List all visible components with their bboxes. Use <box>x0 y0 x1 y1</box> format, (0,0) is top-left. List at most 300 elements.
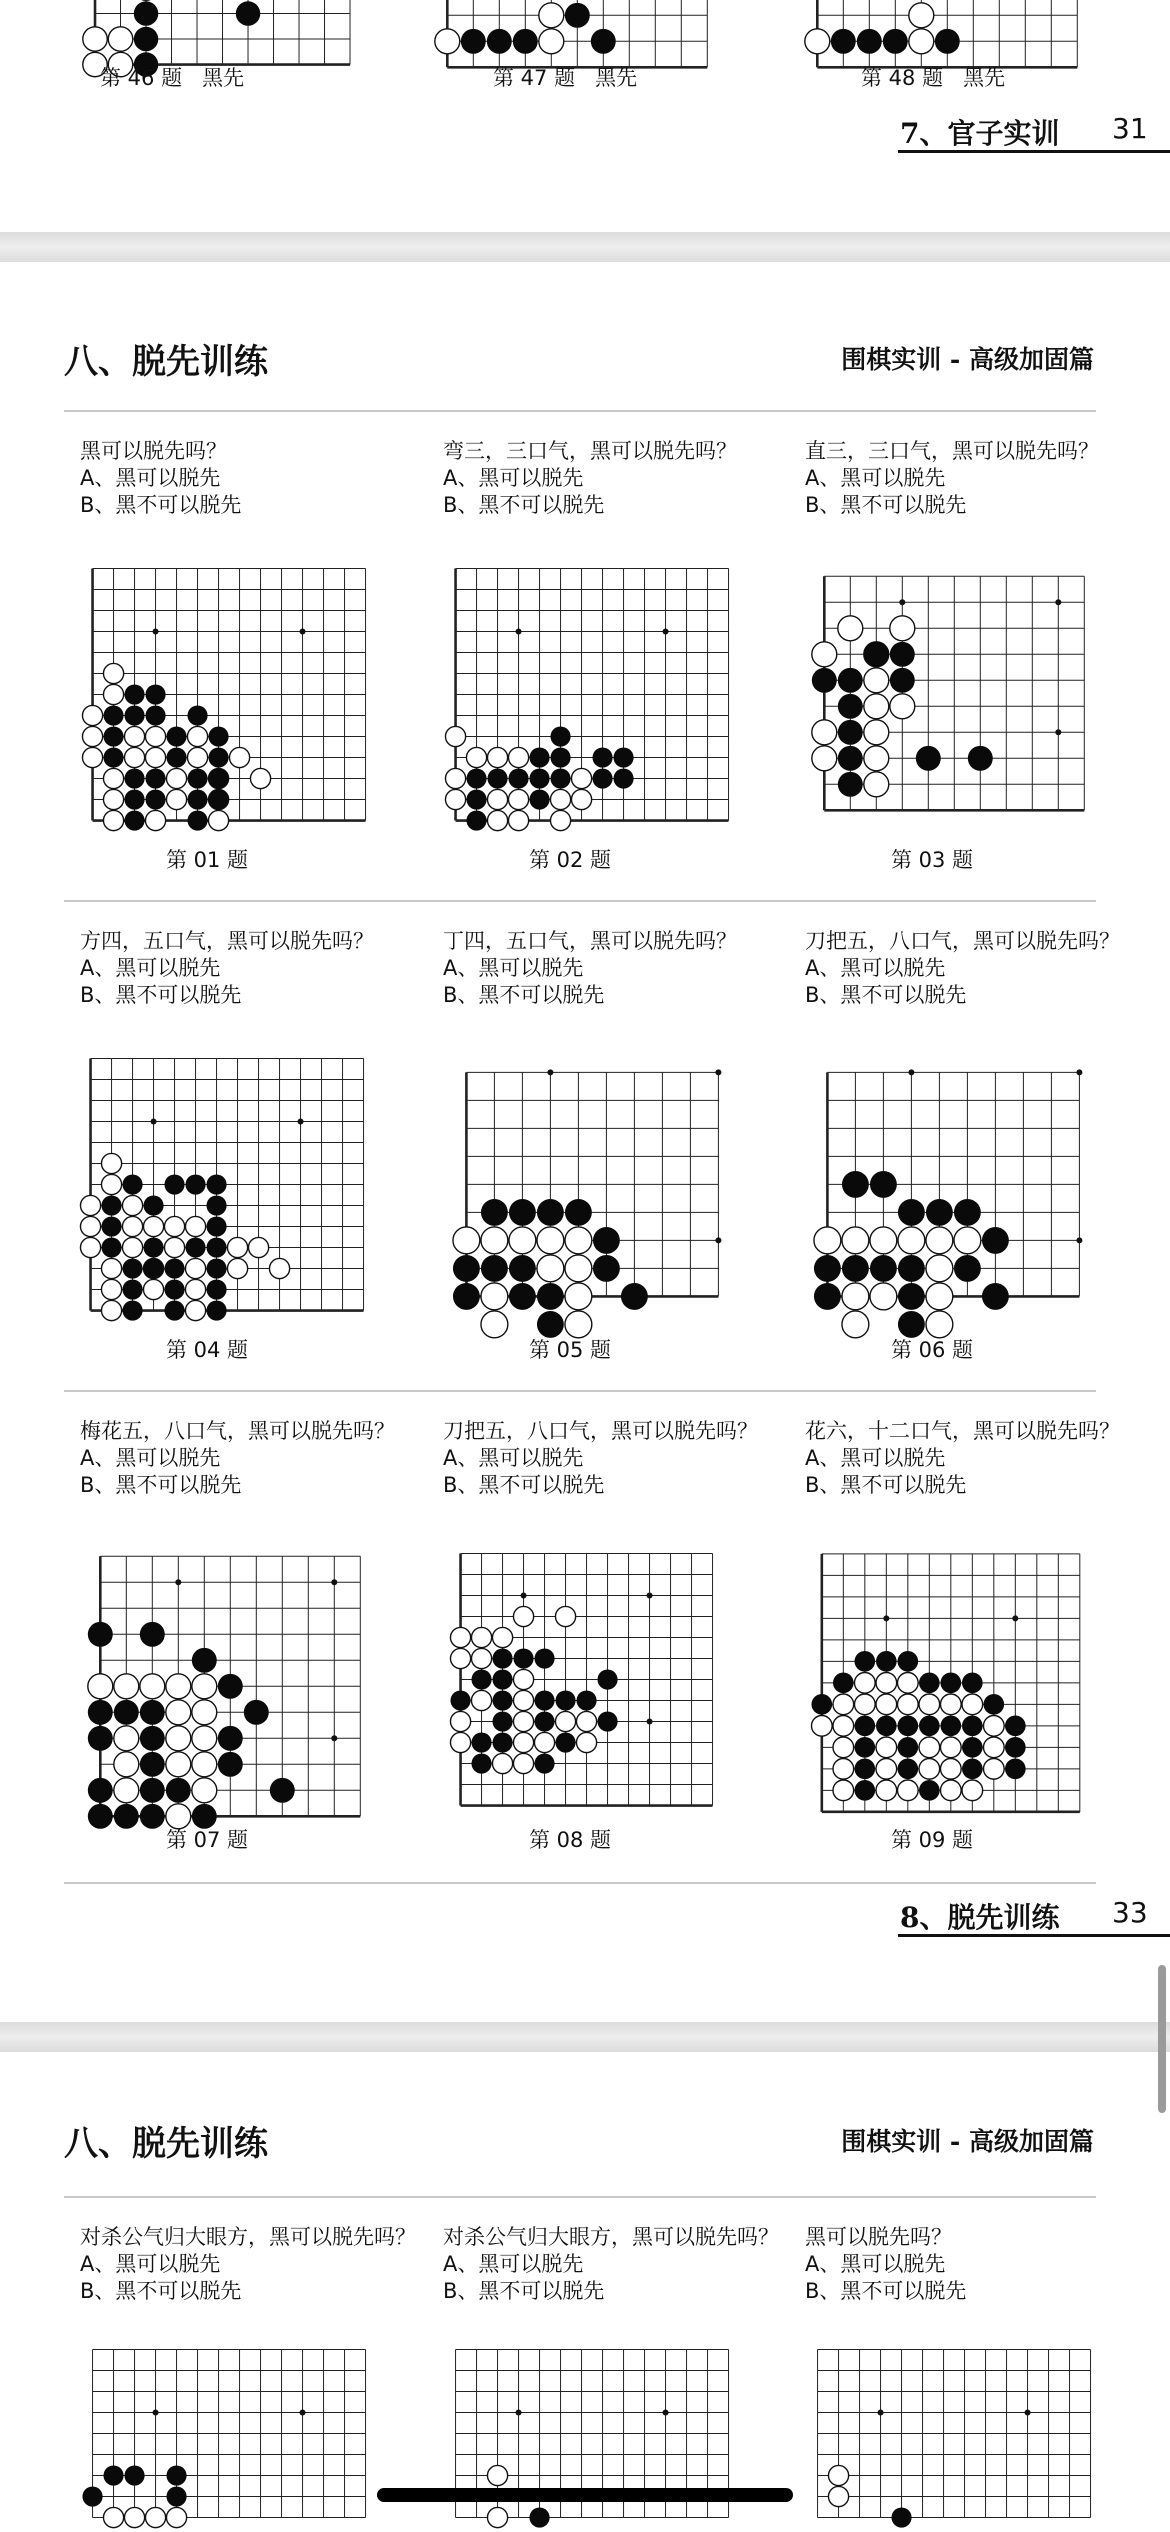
white-stone <box>466 747 486 767</box>
black-stone <box>103 2465 123 2485</box>
star-point <box>1012 1615 1018 1621</box>
white-stone <box>124 726 144 746</box>
white-stone <box>192 1700 217 1725</box>
black-stone <box>236 1 260 25</box>
black-stone <box>898 1715 919 1736</box>
question-text: 丁四，五口气，黑可以脱先吗？ <box>443 929 737 953</box>
white-stone <box>250 768 270 788</box>
black-stone <box>492 1690 512 1710</box>
white-stone <box>513 1711 533 1731</box>
black-stone <box>613 768 633 788</box>
star-point <box>1055 729 1061 735</box>
star-point <box>883 1615 889 1621</box>
white-stone <box>833 1715 854 1736</box>
black-stone <box>592 768 612 788</box>
star-point <box>151 1119 157 1125</box>
go-board-02 <box>444 557 740 832</box>
black-stone <box>550 768 570 788</box>
white-stone <box>550 810 570 830</box>
star-point <box>153 629 159 635</box>
question-text: 直三，三口气，黑可以脱先吗？ <box>805 439 1099 463</box>
black-stone <box>593 1227 620 1254</box>
white-stone <box>80 1195 100 1215</box>
white-stone <box>445 768 465 788</box>
black-stone <box>206 1279 226 1299</box>
black-stone <box>591 29 616 54</box>
option-a: A、黑可以脱先 <box>80 956 221 980</box>
white-stone <box>509 1227 536 1254</box>
black-stone <box>492 1732 512 1752</box>
option-b: B、黑不可以脱先 <box>805 1473 967 1497</box>
black-stone <box>870 1171 897 1198</box>
white-stone <box>192 1778 217 1803</box>
white-stone <box>145 810 165 830</box>
white-stone <box>122 1216 142 1236</box>
star-point <box>516 2410 522 2416</box>
white-stone <box>576 1711 596 1731</box>
black-stone <box>537 1199 564 1226</box>
option-a: A、黑可以脱先 <box>443 466 584 490</box>
problem-1-question-block <box>80 438 241 519</box>
question-text: 对杀公气归大眼方，黑可以脱先吗？ <box>80 2225 416 2249</box>
black-stone <box>206 1237 226 1257</box>
black-stone <box>935 29 960 54</box>
black-stone <box>831 29 856 54</box>
black-stone <box>88 1726 113 1751</box>
black-stone <box>509 1199 536 1226</box>
white-stone <box>164 1237 184 1257</box>
star-point <box>663 2410 669 2416</box>
footer-page-number: 33 <box>1112 1896 1148 1929</box>
problem-caption-46 <box>100 62 300 92</box>
white-stone <box>919 1694 940 1715</box>
row-divider <box>64 1390 1096 1392</box>
white-stone <box>550 789 570 809</box>
black-stone <box>88 1700 113 1725</box>
star-point <box>521 1593 527 1599</box>
white-stone <box>166 1700 191 1725</box>
black-stone <box>124 684 144 704</box>
black-stone <box>898 1737 919 1758</box>
black-stone <box>122 1174 142 1194</box>
black-stone <box>1005 1715 1026 1736</box>
black-stone <box>103 726 123 746</box>
black-stone <box>82 2486 102 2506</box>
black-stone <box>140 1726 165 1751</box>
white-stone <box>88 1674 113 1699</box>
black-stone <box>101 1237 121 1257</box>
black-stone <box>218 1752 243 1777</box>
white-stone <box>876 1758 897 1779</box>
black-stone <box>101 1195 121 1215</box>
white-stone <box>833 1780 854 1801</box>
black-stone <box>166 2486 186 2506</box>
question-text: 刀把五，八口气，黑可以脱先吗？ <box>805 929 1120 953</box>
black-stone <box>508 768 528 788</box>
white-stone <box>101 1174 121 1194</box>
black-stone <box>926 1199 953 1226</box>
white-stone <box>487 747 507 767</box>
black-stone <box>855 1780 876 1801</box>
black-stone <box>954 1255 981 1282</box>
problem-11-question-block <box>443 2224 779 2305</box>
white-stone <box>192 1674 217 1699</box>
white-stone <box>103 768 123 788</box>
white-stone <box>166 2507 186 2527</box>
white-stone <box>185 1300 205 1320</box>
page-title: 八、脱先训练 <box>64 2124 268 2164</box>
black-stone <box>529 2507 549 2527</box>
option-b: B、黑不可以脱先 <box>443 2279 605 2303</box>
black-stone <box>838 694 863 719</box>
white-stone <box>124 747 144 767</box>
star-point <box>1025 2410 1031 2416</box>
star-point <box>1076 1237 1082 1243</box>
page-31 <box>0 0 1170 232</box>
white-stone <box>898 1780 919 1801</box>
black-stone <box>140 1622 165 1647</box>
problem-3-question-block <box>805 438 1099 519</box>
white-stone <box>919 1758 940 1779</box>
option-b: B、黑不可以脱先 <box>443 1473 605 1497</box>
question-text: 弯三，三口气，黑可以脱先吗？ <box>443 439 737 463</box>
black-stone <box>962 1715 983 1736</box>
black-stone <box>509 1283 536 1310</box>
black-stone <box>461 29 486 54</box>
home-indicator[interactable] <box>377 2488 793 2502</box>
white-stone <box>513 1690 533 1710</box>
white-stone <box>814 1227 841 1254</box>
white-stone <box>876 1673 897 1694</box>
question-text: 方四，五口气，黑可以脱先吗？ <box>80 929 374 953</box>
white-stone <box>80 1237 100 1257</box>
black-stone <box>103 747 123 767</box>
problem-4-question-block <box>80 928 374 1009</box>
black-stone <box>954 1199 981 1226</box>
black-stone <box>164 1174 184 1194</box>
option-a: A、黑可以脱先 <box>443 1446 584 1470</box>
star-point <box>1076 1069 1082 1075</box>
white-stone <box>962 1694 983 1715</box>
white-stone <box>534 1732 554 1752</box>
white-stone <box>185 1279 205 1299</box>
black-stone <box>876 1715 897 1736</box>
problem-side: 黑先 <box>595 66 638 90</box>
white-stone <box>983 1737 1004 1758</box>
white-stone <box>539 29 564 54</box>
go-board-03 <box>810 562 1099 825</box>
star-point <box>331 1735 337 1741</box>
white-stone <box>508 810 528 830</box>
white-stone <box>143 1216 163 1236</box>
white-stone <box>114 1778 139 1803</box>
white-stone <box>864 720 889 745</box>
white-stone <box>101 1153 121 1173</box>
black-stone <box>124 768 144 788</box>
white-stone <box>870 1283 897 1310</box>
star-point <box>516 629 522 635</box>
black-stone <box>218 1674 243 1699</box>
white-stone <box>145 726 165 746</box>
problem-side: 黑先 <box>963 66 1006 90</box>
white-stone <box>805 29 830 54</box>
black-stone <box>534 1690 554 1710</box>
black-stone <box>864 642 889 667</box>
white-stone <box>450 1732 470 1752</box>
black-stone <box>814 1255 841 1282</box>
star-point <box>153 2410 159 2416</box>
white-stone <box>108 27 132 51</box>
white-stone <box>487 2507 507 2527</box>
white-stone <box>450 1648 470 1668</box>
black-stone <box>838 668 863 693</box>
black-stone <box>164 1258 184 1278</box>
white-stone <box>481 1283 508 1310</box>
black-stone <box>471 1732 491 1752</box>
row-divider <box>64 1882 1096 1884</box>
option-a: A、黑可以脱先 <box>805 466 946 490</box>
white-stone <box>555 1711 575 1731</box>
black-stone <box>166 1778 191 1803</box>
option-b: B、黑不可以脱先 <box>805 2279 967 2303</box>
black-stone <box>450 1690 470 1710</box>
white-stone <box>487 810 507 830</box>
white-stone <box>962 1780 983 1801</box>
white-stone <box>812 1715 833 1736</box>
white-stone <box>864 668 889 693</box>
white-stone <box>114 1674 139 1699</box>
white-stone <box>187 747 207 767</box>
black-stone <box>481 1199 508 1226</box>
black-stone <box>891 2507 911 2527</box>
black-stone <box>534 1648 554 1668</box>
black-stone <box>206 1258 226 1278</box>
black-stone <box>114 1700 139 1725</box>
white-stone <box>453 1227 480 1254</box>
white-stone <box>565 1255 592 1282</box>
white-stone <box>855 1694 876 1715</box>
white-stone <box>870 1227 897 1254</box>
go-board-01 <box>81 557 377 832</box>
black-stone <box>838 746 863 771</box>
black-stone <box>492 1711 512 1731</box>
problem-5-question-block <box>443 928 737 1009</box>
white-stone <box>103 663 123 683</box>
problem-label-08: 第 08 题 <box>528 1828 612 1852</box>
black-stone <box>140 1700 165 1725</box>
white-stone <box>898 1673 919 1694</box>
white-stone <box>445 789 465 809</box>
white-stone <box>926 1283 953 1310</box>
problem-label-09: 第 09 题 <box>890 1828 974 1852</box>
star-point <box>715 1069 721 1075</box>
star-point <box>547 1069 553 1075</box>
page-33 <box>0 262 1170 2022</box>
white-stone <box>555 1606 575 1626</box>
black-stone <box>206 1216 226 1236</box>
black-stone <box>842 1171 869 1198</box>
white-stone <box>248 1237 268 1257</box>
black-stone <box>143 1258 163 1278</box>
black-stone <box>140 1778 165 1803</box>
problem-9-question-block <box>805 1418 1120 1499</box>
black-stone <box>208 747 228 767</box>
white-stone <box>926 1255 953 1282</box>
black-stone <box>124 2465 144 2485</box>
white-stone <box>513 1753 533 1773</box>
problem-side: 黑先 <box>202 66 245 90</box>
problem-label-05: 第 05 题 <box>528 1338 612 1362</box>
white-stone <box>103 684 123 704</box>
white-stone <box>890 616 915 641</box>
option-b: B、黑不可以脱先 <box>443 983 605 1007</box>
black-stone <box>565 3 590 28</box>
black-stone <box>838 720 863 745</box>
white-stone <box>537 1227 564 1254</box>
white-stone <box>143 1279 163 1299</box>
black-stone <box>890 642 915 667</box>
white-stone <box>83 27 107 51</box>
white-stone <box>471 1627 491 1647</box>
book-title: 围棋实训 - 高级加固篇 <box>841 345 1094 374</box>
white-stone <box>833 1694 854 1715</box>
white-stone <box>941 1758 962 1779</box>
black-stone <box>983 1694 1004 1715</box>
go-board-05 <box>451 1057 734 1312</box>
page-separator <box>0 232 1170 262</box>
black-stone <box>941 1673 962 1694</box>
white-stone <box>101 1300 121 1320</box>
white-stone <box>101 1258 121 1278</box>
problem-caption-48 <box>861 62 1061 92</box>
white-stone <box>450 1627 470 1647</box>
white-stone <box>187 726 207 746</box>
black-stone <box>192 1648 217 1673</box>
white-stone <box>838 616 863 641</box>
black-stone <box>122 1300 142 1320</box>
star-point <box>647 1719 653 1725</box>
black-stone <box>185 1174 205 1194</box>
black-stone <box>982 1227 1009 1254</box>
white-stone <box>876 1737 897 1758</box>
black-stone <box>898 1283 925 1310</box>
white-stone <box>471 1690 491 1710</box>
white-stone <box>227 1258 247 1278</box>
black-stone <box>898 1651 919 1672</box>
option-a: A、黑可以脱先 <box>80 2252 221 2276</box>
black-stone <box>166 747 186 767</box>
black-stone <box>143 1195 163 1215</box>
black-stone <box>565 1199 592 1226</box>
white-stone <box>909 29 934 54</box>
black-stone <box>968 746 993 771</box>
go-board-04 <box>79 1047 375 1322</box>
white-stone <box>192 1726 217 1751</box>
option-a: A、黑可以脱先 <box>805 956 946 980</box>
star-point <box>899 599 905 605</box>
white-stone <box>101 1279 121 1299</box>
black-stone <box>124 789 144 809</box>
white-stone <box>812 642 837 667</box>
white-stone <box>898 1227 925 1254</box>
question-text: 对杀公气归大眼方，黑可以脱先吗？ <box>443 2225 779 2249</box>
white-stone <box>876 1694 897 1715</box>
star-point <box>175 1579 181 1585</box>
white-stone <box>890 694 915 719</box>
black-stone <box>555 1690 575 1710</box>
black-stone <box>471 1753 491 1773</box>
white-stone <box>508 789 528 809</box>
go-board-06 <box>812 1057 1095 1312</box>
white-stone <box>513 1669 533 1689</box>
go-board-10 <box>81 2338 377 2529</box>
white-stone <box>537 1255 564 1282</box>
black-stone <box>206 1174 226 1194</box>
footer-chapter-title: 7、官子实训 <box>900 117 1060 150</box>
black-stone <box>187 810 207 830</box>
white-stone <box>145 747 165 767</box>
black-stone <box>492 1669 512 1689</box>
white-stone <box>954 1227 981 1254</box>
black-stone <box>855 1758 876 1779</box>
black-stone <box>550 747 570 767</box>
black-stone <box>916 746 941 771</box>
black-stone <box>534 1711 554 1731</box>
problem-6-question-block <box>805 928 1120 1009</box>
black-stone <box>218 1726 243 1751</box>
black-stone <box>597 1669 617 1689</box>
black-stone <box>88 1622 113 1647</box>
black-stone <box>814 1283 841 1310</box>
black-stone <box>898 1255 925 1282</box>
star-point <box>715 1237 721 1243</box>
white-stone <box>812 746 837 771</box>
black-stone <box>621 1283 648 1310</box>
white-stone <box>122 1237 142 1257</box>
black-stone <box>206 1195 226 1215</box>
black-stone <box>124 705 144 725</box>
black-stone <box>143 1237 163 1257</box>
white-stone <box>571 768 591 788</box>
problem-label-06: 第 06 题 <box>890 1338 974 1362</box>
option-b: B、黑不可以脱先 <box>80 2279 242 2303</box>
problem-label-01: 第 01 题 <box>165 848 249 872</box>
go-board-07 <box>86 1542 375 1831</box>
star-point <box>298 1119 304 1125</box>
white-stone <box>539 3 564 28</box>
white-stone <box>229 747 249 767</box>
white-stone <box>513 1732 533 1752</box>
black-stone <box>513 29 538 54</box>
white-stone <box>919 1737 940 1758</box>
white-stone <box>833 1737 854 1758</box>
white-stone <box>114 1726 139 1751</box>
white-stone <box>926 1227 953 1254</box>
black-stone <box>145 789 165 809</box>
white-stone <box>269 1258 289 1278</box>
footer-page-number: 31 <box>1112 112 1148 145</box>
scrollbar-thumb[interactable] <box>1158 1965 1166 2113</box>
white-stone <box>565 1283 592 1310</box>
option-b: B、黑不可以脱先 <box>443 493 605 517</box>
header-divider <box>64 2196 1096 2198</box>
white-stone <box>576 1732 596 1752</box>
white-stone <box>941 1737 962 1758</box>
black-stone <box>529 747 549 767</box>
white-stone <box>227 1237 247 1257</box>
problem-caption-47 <box>493 62 693 92</box>
problem-8-question-block <box>443 1418 758 1499</box>
